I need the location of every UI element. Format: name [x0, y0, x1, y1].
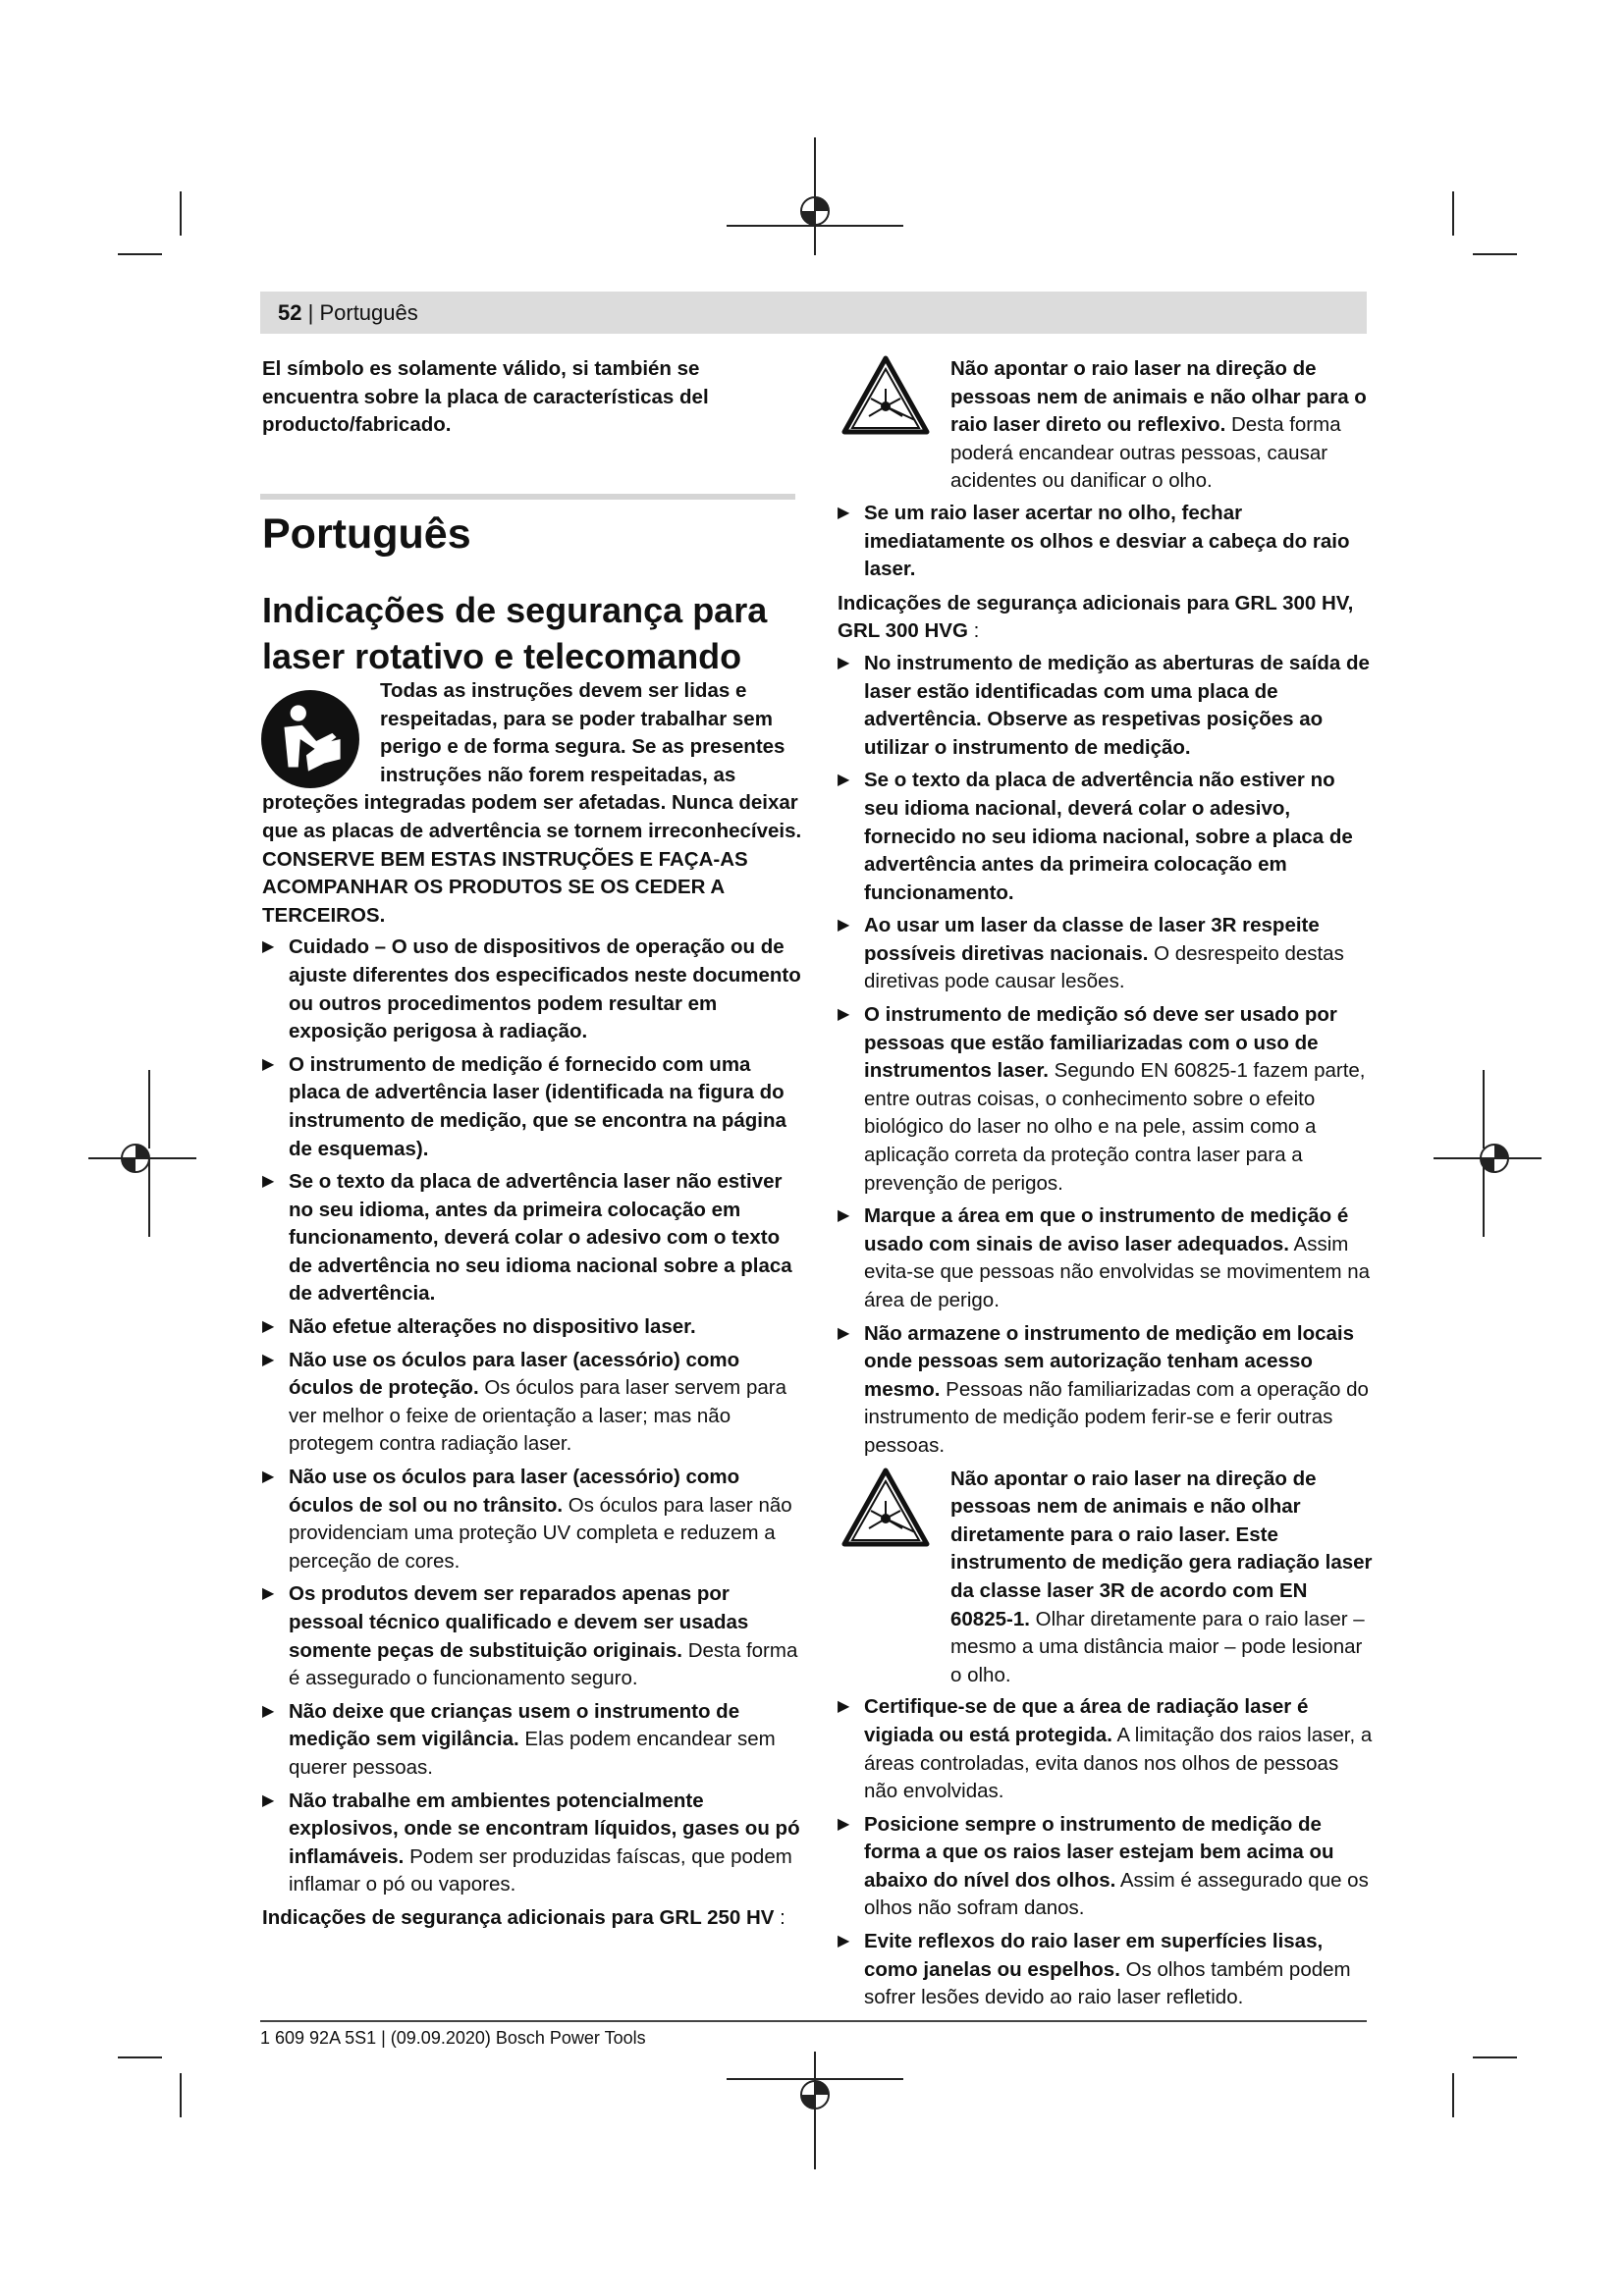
registration-mark-icon: [88, 1109, 196, 1207]
bullet-bold-text: Não use os óculos para laser (acessório) como óculos de sol ou no trânsito.: [289, 1466, 740, 1517]
section-divider: [260, 494, 795, 500]
eye-bullet-text: Se um raio laser acertar no olho, fechar imediatamente os olhos e desviar a cabeça do raio laser.: [864, 501, 1350, 581]
grl250-heading: [262, 1904, 802, 1933]
triangle-bullet-icon: ▶: [838, 1207, 850, 1225]
section-heading: Indicações de segurança para laser rotativo e telecomando: [262, 590, 768, 676]
right-bullet-list-2: [838, 1693, 1373, 2012]
right-column: [838, 355, 1373, 2017]
bullet-bold-text: Não deixe que crianças usem o instrumento de medição sem vigilância.: [289, 1699, 740, 1751]
laser-warning-1-bold: Não apontar o raio laser na direção de pessoas nem de animais e não olhar para o raio laser direto ou reflexivo.: [950, 357, 1367, 437]
page-footer: 1 609 92A 5S1 | (09.09.2020) Bosch Power Tools: [260, 2028, 646, 2048]
triangle-bullet-icon: ▶: [262, 1055, 275, 1073]
list-item: [838, 1320, 1373, 1461]
triangle-bullet-icon: ▶: [262, 1173, 275, 1191]
triangle-bullet-icon: ▶: [262, 1318, 275, 1336]
bullet-bold-text: Se o texto da placa de advertência não estiver no seu idioma nacional, deverá colar o adesivo, fornecido no seu idioma nacional, sobre a placa de advertência antes da primeira colocação em funcionamento.: [864, 769, 1353, 904]
grl300-heading: [838, 590, 1373, 646]
list-item: [838, 1928, 1373, 2012]
bullet-normal-text: Os olhos também podem sofrer lesões devido ao raio laser refletido.: [864, 1957, 1351, 2009]
left-column: [262, 677, 802, 1933]
bullet-normal-text: Os óculos para laser servem para ver melhor o feixe de orientação a laser; mas não protegem contra radiação laser.: [289, 1376, 786, 1456]
triangle-bullet-icon: ▶: [262, 1702, 275, 1720]
laser-warning-2-bold: Não apontar o raio laser na direção de pessoas nem de animais e não olhar diretamente para o raio laser. Este instrumento de medição gera radiação laser da classe laser 3R de acordo com EN 60825-1.: [950, 1467, 1373, 1630]
laser-warning-icon: [841, 1468, 930, 1548]
triangle-bullet-icon: ▶: [262, 1351, 275, 1368]
bullet-normal-text: Segundo EN 60825-1 fazem parte, entre outras coisas, o conhecimento sobre o efeito biológico do laser no olho e na pele, assim como a aplicação correta da proteção contra laser para a prevenção de perigos.: [864, 1059, 1366, 1195]
bullet-normal-text: Desta forma é assegurado o funcionamento seguro.: [289, 1638, 798, 1690]
laser-warning-2: [950, 1466, 1373, 1690]
triangle-bullet-icon: ▶: [838, 504, 850, 521]
triangle-bullet-icon: ▶: [838, 1324, 850, 1342]
triangle-bullet-icon: ▶: [262, 938, 275, 956]
triangle-bullet-icon: ▶: [838, 772, 850, 789]
bullet-bold-text: Se o texto da placa de advertência laser não estiver no seu idioma, antes da primeira colocação em funcionamento, deverá colar o adesivo com o texto de advertência no seu idioma nacional sobre a placa de advertência.: [289, 1170, 792, 1306]
bullet-bold-text: Não armazene o instrumento de medição em locais onde pessoas sem autorização tenham acesso mesmo.: [864, 1321, 1354, 1401]
bullet-bold-text: Posicione sempre o instrumento de medição de forma a que os raios laser estejam bem acima ou abaixo do nível dos olhos.: [864, 1812, 1334, 1892]
header-section: Português: [319, 300, 418, 325]
grl250-heading-text: Indicações de segurança adicionais para GRL 250 HV: [262, 1905, 775, 1929]
page-title: Português: [262, 510, 471, 558]
list-item: [838, 500, 1373, 584]
bullet-normal-text: Os óculos para laser não providenciam uma proteção UV completa e reduzem a perceção de cores.: [289, 1493, 792, 1573]
triangle-bullet-icon: ▶: [838, 917, 850, 934]
triangle-bullet-icon: ▶: [838, 1698, 850, 1716]
bullet-bold-text: Evite reflexos do raio laser em superfícies lisas, como janelas ou espelhos.: [864, 1930, 1324, 1981]
bullet-bold-text: Marque a área em que o instrumento de medição é usado com sinais de aviso laser adequados.: [864, 1204, 1349, 1255]
conserve-notice: CONSERVE BEM ESTAS INSTRUÇÕES E FAÇA-AS ACOMPANHAR OS PRODUTOS SE OS CEDER A TERCEIROS.: [262, 847, 748, 927]
laser-warning-1-normal: Desta forma poderá encandear outras pessoas, causar acidentes ou danificar o olho.: [950, 413, 1341, 493]
list-item: [838, 1001, 1373, 1198]
registration-mark-icon: [727, 2052, 903, 2169]
list-item: [262, 1464, 802, 1575]
triangle-bullet-icon: ▶: [838, 654, 850, 671]
grl300-heading-text: Indicações de segurança adicionais para GRL 300 HV, GRL 300 HVG: [838, 591, 1354, 643]
grl300-colon: :: [967, 619, 980, 643]
list-item: [262, 934, 802, 1045]
bullet-bold-text: Certifique-se de que a área de radiação laser é vigiada ou está protegida.: [864, 1695, 1309, 1746]
bullet-normal-text: Elas podem encandear sem querer pessoas.: [289, 1728, 776, 1779]
triangle-bullet-icon: ▶: [838, 1006, 850, 1024]
list-item: [262, 1580, 802, 1692]
list-item: [838, 912, 1373, 996]
bullet-bold-text: Os produtos devem ser reparados apenas por pessoal técnico qualificado e devem ser usadas somente peças de substituição originais.: [289, 1582, 749, 1662]
list-item: [838, 650, 1373, 762]
bullet-normal-text: Podem ser produzidas faíscas, que podem inflamar o pó ou vapores.: [289, 1844, 792, 1896]
list-item: [838, 1811, 1373, 1923]
grl250-colon: :: [774, 1905, 785, 1929]
triangle-bullet-icon: ▶: [838, 1933, 850, 1950]
read-instructions-text: Todas as instruções devem ser lidas e respeitadas, para se poder trabalhar sem perigo e de forma segura. Se as presentes instruções não forem respeitadas, as: [380, 679, 785, 786]
list-item: [262, 1051, 802, 1163]
triangle-bullet-icon: ▶: [262, 1791, 275, 1809]
header-separator: |: [307, 300, 314, 325]
bullet-normal-text: Assim é assegurado que os olhos não sofram danos.: [864, 1868, 1369, 1920]
list-item: [262, 1698, 802, 1783]
registration-mark-icon: [1434, 1109, 1542, 1207]
right-bullet-list: [838, 650, 1373, 1461]
triangle-bullet-icon: ▶: [262, 1585, 275, 1603]
page-header: [260, 292, 1367, 334]
list-item: [262, 1168, 802, 1308]
spanish-intro: El símbolo es solamente válido, si también se encuentra sobre la placa de características del producto/fabricado.: [262, 357, 709, 437]
bullet-normal-text: Assim evita-se que pessoas não envolvidas se movimentem na área de perigo.: [864, 1232, 1371, 1311]
left-bullet-list: [262, 934, 802, 1899]
bullet-bold-text: O instrumento de medição é fornecido com uma placa de advertência laser (identificada na figura do instrumento de medição, que se encontra na página de esquemas).: [289, 1052, 786, 1160]
laser-warning-2-normal: Olhar diretamente para o raio laser – mesmo a uma distância maior – pode lesionar o olho.: [950, 1607, 1365, 1686]
bullet-normal-text: O desrespeito destas diretivas pode causar lesões.: [864, 941, 1344, 993]
bullet-bold-text: Ao usar um laser da classe de laser 3R respeite possíveis diretivas nacionais.: [864, 914, 1320, 965]
bullet-bold-text: Não efetue alterações no dispositivo laser.: [289, 1315, 696, 1339]
footer-divider: [260, 2020, 1367, 2022]
list-item: [838, 1202, 1373, 1314]
list-item: [838, 767, 1373, 907]
bullet-normal-text: Pessoas não familiarizadas com a operação do instrumento de medição podem ferir-se e ferir outras pessoas.: [864, 1377, 1369, 1457]
triangle-bullet-icon: ▶: [838, 1815, 850, 1833]
list-item: [262, 1788, 802, 1899]
bullet-bold-text: O instrumento de medição só deve ser usado por pessoas que estão familiarizadas com o uso de instrumentos laser.: [864, 1003, 1337, 1083]
list-item: [838, 1693, 1373, 1805]
page-number: 52: [278, 300, 302, 325]
laser-warning-1: [950, 355, 1373, 496]
list-item: [262, 1313, 802, 1342]
list-item: [262, 1347, 802, 1459]
bullet-bold-text: No instrumento de medição as aberturas de saída de laser estão identificadas com uma placa de advertência. Observe as respetivas posições ao utilizar o instrumento de medição.: [864, 651, 1370, 759]
read-instructions-continued: proteções integradas podem ser afetadas. Nunca deixar que as placas de advertência se tornem irreconhecíveis.: [262, 791, 802, 842]
laser-warning-2-block: [838, 1466, 1373, 1690]
registration-mark-icon: [727, 137, 903, 255]
bullet-normal-text: A limitação dos raios laser, a áreas controladas, evita danos nos olhos de pessoas não envolvidas.: [864, 1723, 1373, 1803]
bullet-bold-text: Cuidado – O uso de dispositivos de operação ou de ajuste diferentes dos especificados neste documento ou outros procedimentos podem resultar em exposição perigosa à radiação.: [289, 935, 801, 1043]
bullet-bold-text: Não trabalhe em ambientes potencialmente explosivos, onde se encontram líquidos, gases ou pó inflamáveis.: [289, 1789, 800, 1868]
triangle-bullet-icon: ▶: [262, 1468, 275, 1486]
bullet-bold-text: Não use os óculos para laser (acessório) como óculos de proteção.: [289, 1348, 740, 1400]
